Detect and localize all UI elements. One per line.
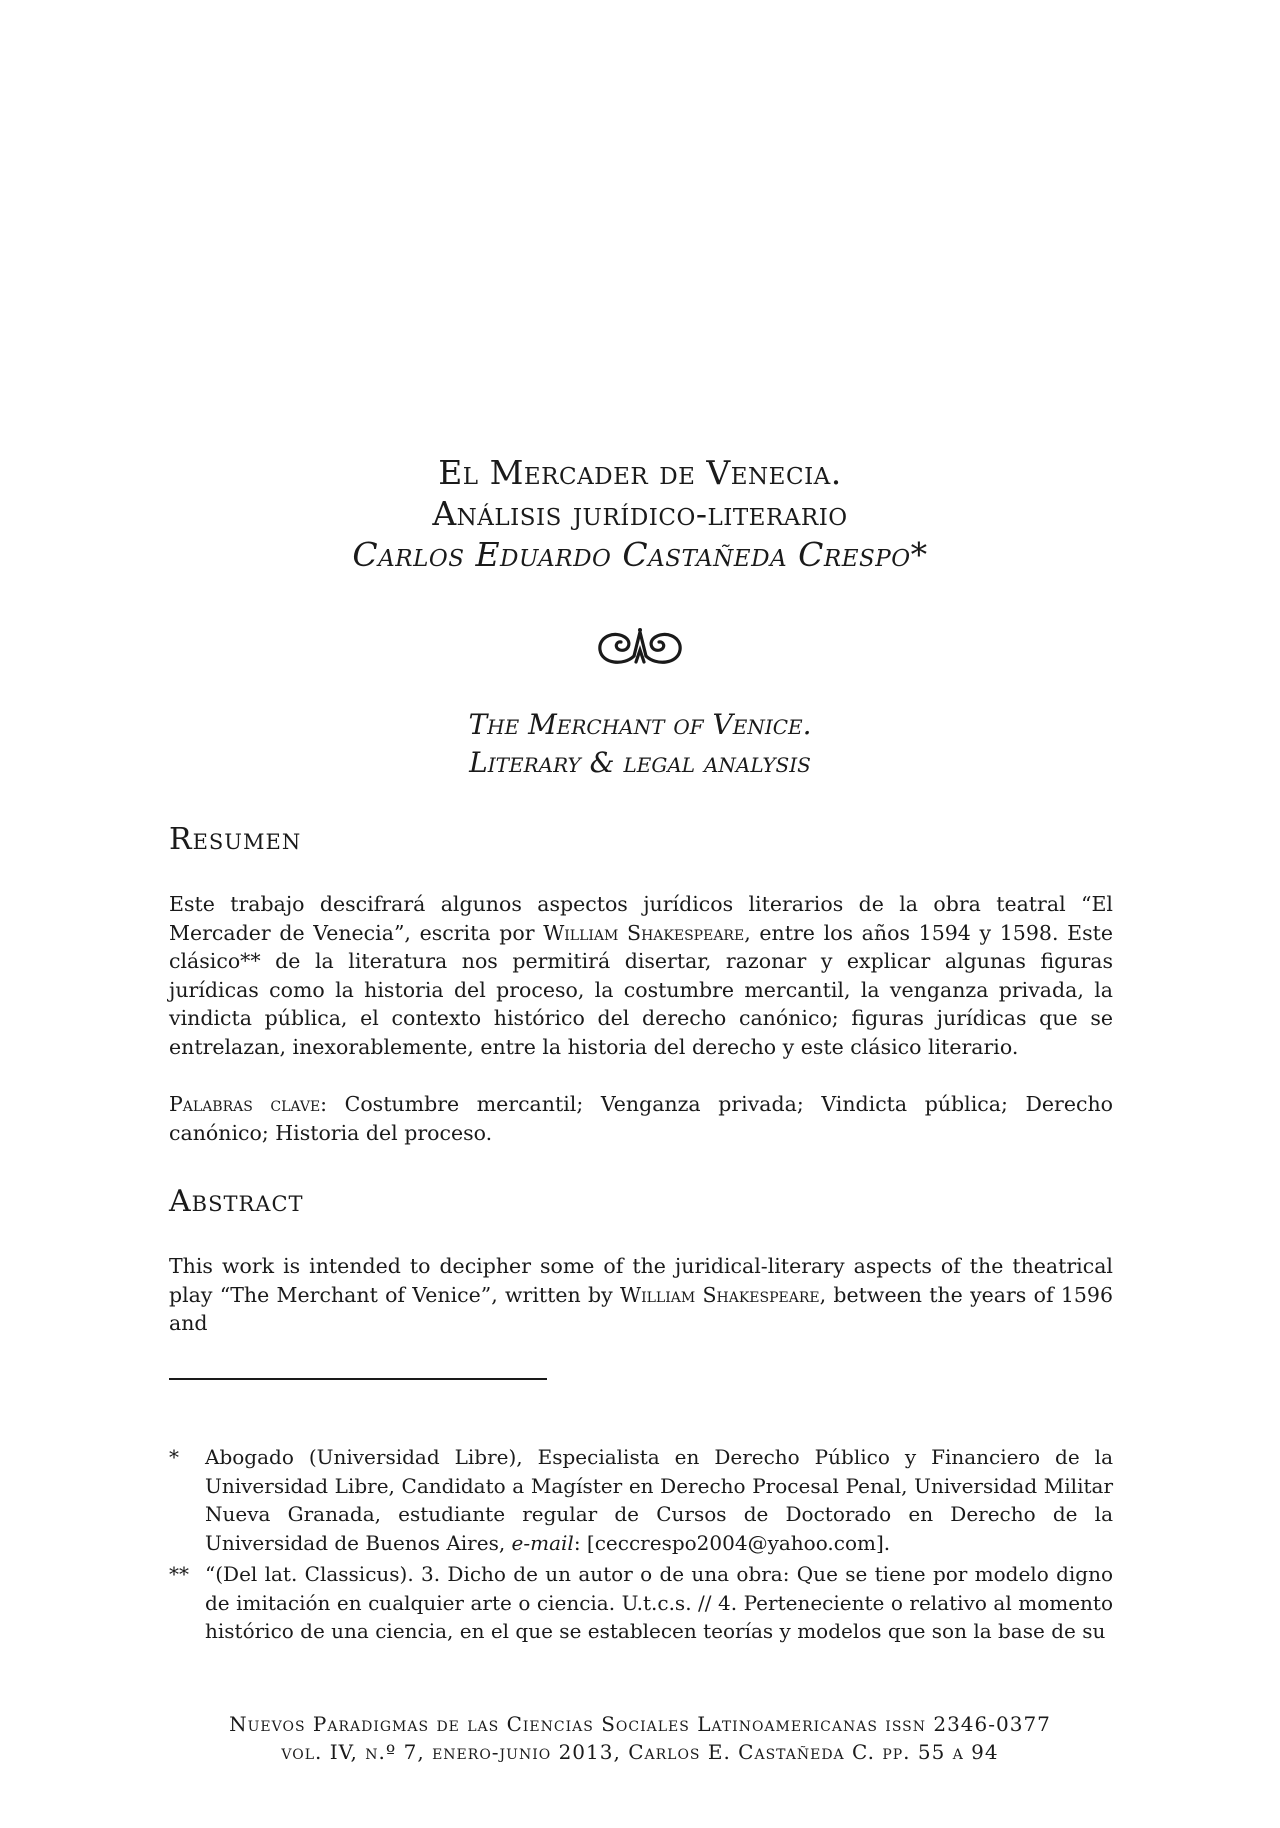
footnote-2-mark: **	[169, 1562, 189, 1586]
resumen-text-part2: , entre los años 1594 y 1598. Este clásico** de la literatura nos permitirá disertar, razonar y explicar algunas figuras jurídicas como la historia del proceso, la costumbre mercantil, la venganza privada, la vindicta pública, el contexto histórico del derecho canónico; figuras jurídicas que se entrelazan, inexorablemente, entre la historia del derecho y este clásico literario.	[169, 920, 1113, 1059]
title-block	[0, 452, 1280, 575]
english-subtitle: Literary & legal analysis	[469, 746, 811, 779]
resumen-text-part1: Este trabajo descifrará algunos aspectos jurídicos literarios de la obra teatral “El Mercader de Venecia”, escrita por	[169, 892, 1113, 945]
article-subtitle: Análisis jurídico-literario	[432, 494, 848, 533]
abstract-text-part2: , between the years of 1596 and	[169, 1282, 1113, 1335]
resumen-paragraph	[169, 890, 1113, 1061]
abstract-paragraph	[169, 1252, 1113, 1338]
page-footer	[0, 1710, 1280, 1766]
abstract-heading: Abstract	[169, 1184, 304, 1219]
keywords-paragraph	[169, 1090, 1113, 1147]
english-title-block	[0, 706, 1280, 782]
english-title: The Merchant of Venice.	[468, 708, 812, 741]
footnote-1-text-part2: : [ceccrespo2004@yahoo.com].	[573, 1530, 891, 1555]
footnote-1-mark: *	[169, 1445, 179, 1469]
keywords-label: Palabras clave:	[169, 1092, 328, 1116]
keywords-text: Costumbre mercantil; Venganza privada; Vindicta pública; Derecho canónico; Historia del proceso.	[169, 1092, 1113, 1145]
footnote-2-text: “(Del lat. Classicus). 3. Dicho de un autor o de una obra: Que se tiene por modelo digno de imitación en cualquier arte o ciencia. U.t.c.s. // 4. Perteneciente o relativo al momento histórico de una ciencia, en el que se establecen teorías y modelos que son la base de su	[205, 1562, 1113, 1643]
footnote-2	[169, 1560, 1113, 1646]
footer-journal-line: Nuevos Paradigmas de las Ciencias Sociales Latinoamericanas issn 2346-0377	[229, 1712, 1051, 1736]
footnote-1-email-label: e-mail	[511, 1530, 574, 1555]
footnote-1-text-part1: Abogado (Universidad Libre), Especialista en Derecho Público y Financiero de la Universidad Libre, Candidato a Magíster en Derecho Procesal Penal, Universidad Militar Nueva Granada, estudiante regular de Cursos de Doctorado en Derecho de la Universidad de Buenos Aires,	[205, 1445, 1113, 1555]
resumen-heading: Resumen	[169, 822, 302, 857]
footer-volume-line: vol. IV, n.º 7, enero-junio 2013, Carlos E. Castañeda C. pp. 55 a 94	[281, 1740, 999, 1764]
footnote-1	[169, 1443, 1113, 1557]
author-name: Carlos Eduardo Castañeda Crespo*	[352, 535, 928, 574]
fleuron-ornament-icon	[594, 622, 686, 670]
abstract-text-part1: This work is intended to decipher some of the juridical-literary aspects of the theatrical play “The Merchant of Venice”, written by	[169, 1254, 1113, 1307]
abstract-author-name: William Shakespeare	[620, 1282, 820, 1307]
article-title: El Mercader de Venecia.	[438, 453, 842, 492]
footnote-1-text	[205, 1443, 1113, 1557]
footnote-divider	[169, 1378, 547, 1380]
resumen-author-name: William Shakespeare	[543, 920, 745, 945]
